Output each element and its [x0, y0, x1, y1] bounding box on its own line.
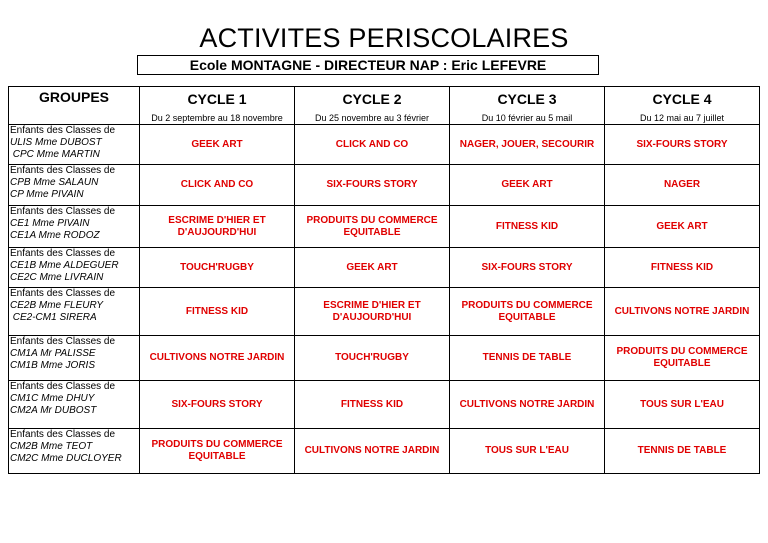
table-row [9, 248, 760, 288]
group-cell [9, 381, 140, 429]
activity-cell: CLICK AND CO [140, 165, 295, 206]
group-class: CPB Mme SALAUN [10, 177, 99, 188]
activity-cell: CLICK AND CO [295, 125, 450, 165]
activity-cell: FITNESS KID [140, 288, 295, 336]
table-row [9, 336, 760, 381]
group-class: CM1C Mme DHUY [10, 393, 95, 404]
activity-cell: TENNIS DE TABLE [450, 336, 605, 381]
activity-cell: GEEK ART [605, 206, 760, 248]
activity-cell: CULTIVONS NOTRE JARDIN [295, 429, 450, 474]
activity-cell: SIX-FOURS STORY [140, 381, 295, 429]
group-class: CE1B Mme ALDEGUER [10, 260, 119, 271]
activity-cell: NAGER [605, 165, 760, 206]
activity-cell: SIX-FOURS STORY [450, 248, 605, 288]
activity-cell: CULTIVONS NOTRE JARDIN [140, 336, 295, 381]
activity-cell: PRODUITS DU COMMERCE EQUITABLE [140, 429, 295, 474]
activity-cell: FITNESS KID [450, 206, 605, 248]
cycle-1-header: CYCLE 1 [140, 87, 295, 110]
group-intro: Enfants des Classes de [10, 125, 116, 136]
activity-cell: FITNESS KID [295, 381, 450, 429]
table-row [9, 381, 760, 429]
activity-cell: PRODUITS DU COMMERCE EQUITABLE [605, 336, 760, 381]
group-class: CM2B Mme TEOT [10, 441, 93, 452]
group-cell [9, 248, 140, 288]
group-cell [9, 336, 140, 381]
group-intro: Enfants des Classes de [10, 206, 116, 217]
activities-table [8, 86, 760, 474]
activity-cell: GEEK ART [295, 248, 450, 288]
activity-cell: TOUCH'RUGBY [295, 336, 450, 381]
group-intro: Enfants des Classes de [10, 429, 116, 440]
cycle-1-dates: Du 2 septembre au 18 novembre [140, 109, 295, 125]
activity-cell: GEEK ART [140, 125, 295, 165]
activity-cell: CULTIVONS NOTRE JARDIN [605, 288, 760, 336]
group-class: CE1 Mme PIVAIN [10, 218, 90, 229]
activity-cell: GEEK ART [450, 165, 605, 206]
activity-cell: TOUS SUR L'EAU [605, 381, 760, 429]
page-title: ACTIVITES PERISCOLAIRES [199, 23, 569, 53]
groups-header: GROUPES [9, 87, 140, 125]
group-cell [9, 288, 140, 336]
cycle-3-header: CYCLE 3 [450, 87, 605, 110]
table-row [9, 165, 760, 206]
cycle-2-header: CYCLE 2 [295, 87, 450, 110]
group-intro: Enfants des Classes de [10, 336, 116, 347]
activity-cell: PRODUITS DU COMMERCE EQUITABLE [295, 206, 450, 248]
cycle-4-dates: Du 12 mai au 7 juillet [605, 109, 760, 125]
group-class: CE2B Mme FLEURY [10, 300, 103, 311]
table-row [9, 429, 760, 474]
group-class: CM2C Mme DUCLOYER [10, 453, 122, 464]
activity-cell: ESCRIME D'HIER ET D'AUJOURD'HUI [295, 288, 450, 336]
group-cell [9, 165, 140, 206]
group-cell [9, 125, 140, 165]
group-class: CM1B Mme JORIS [10, 360, 96, 371]
cycle-2-dates: Du 25 novembre au 3 février [295, 109, 450, 125]
group-intro: Enfants des Classes de [10, 165, 116, 176]
activity-cell: CULTIVONS NOTRE JARDIN [450, 381, 605, 429]
activity-cell: SIX-FOURS STORY [605, 125, 760, 165]
group-class: CE2C Mme LIVRAIN [10, 272, 104, 283]
group-class: CP Mme PIVAIN [10, 189, 84, 200]
group-intro: Enfants des Classes de [10, 248, 116, 259]
activity-cell: PRODUITS DU COMMERCE EQUITABLE [450, 288, 605, 336]
activity-cell: FITNESS KID [605, 248, 760, 288]
activity-cell: TOUCH'RUGBY [140, 248, 295, 288]
table-row [9, 288, 760, 336]
activity-cell: ESCRIME D'HIER ET D'AUJOURD'HUI [140, 206, 295, 248]
group-cell [9, 429, 140, 474]
table-row [9, 206, 760, 248]
table-body [9, 125, 760, 474]
group-cell [9, 206, 140, 248]
activity-cell: TOUS SUR L'EAU [450, 429, 605, 474]
activity-cell: TENNIS DE TABLE [605, 429, 760, 474]
table-row [9, 125, 760, 165]
activity-cell: NAGER, JOUER, SECOURIR [450, 125, 605, 165]
group-class: CM2A Mr DUBOST [10, 405, 97, 416]
group-class: CE1A Mme RODOZ [10, 230, 100, 241]
group-intro: Enfants des Classes de [10, 381, 116, 392]
group-intro: Enfants des Classes de [10, 288, 116, 299]
school-director-banner: Ecole MONTAGNE - DIRECTEUR NAP : Eric LEFEVRE [137, 55, 599, 75]
activity-cell: SIX-FOURS STORY [295, 165, 450, 206]
group-class: CE2-CM1 SIRERA [10, 312, 97, 323]
group-class: CPC Mme MARTIN [10, 149, 100, 160]
group-class: CM1A Mr PALISSE [10, 348, 96, 359]
cycle-3-dates: Du 10 février au 5 mail [450, 109, 605, 125]
group-class: ULIS Mme DUBOST [10, 137, 102, 148]
cycle-4-header: CYCLE 4 [605, 87, 760, 110]
